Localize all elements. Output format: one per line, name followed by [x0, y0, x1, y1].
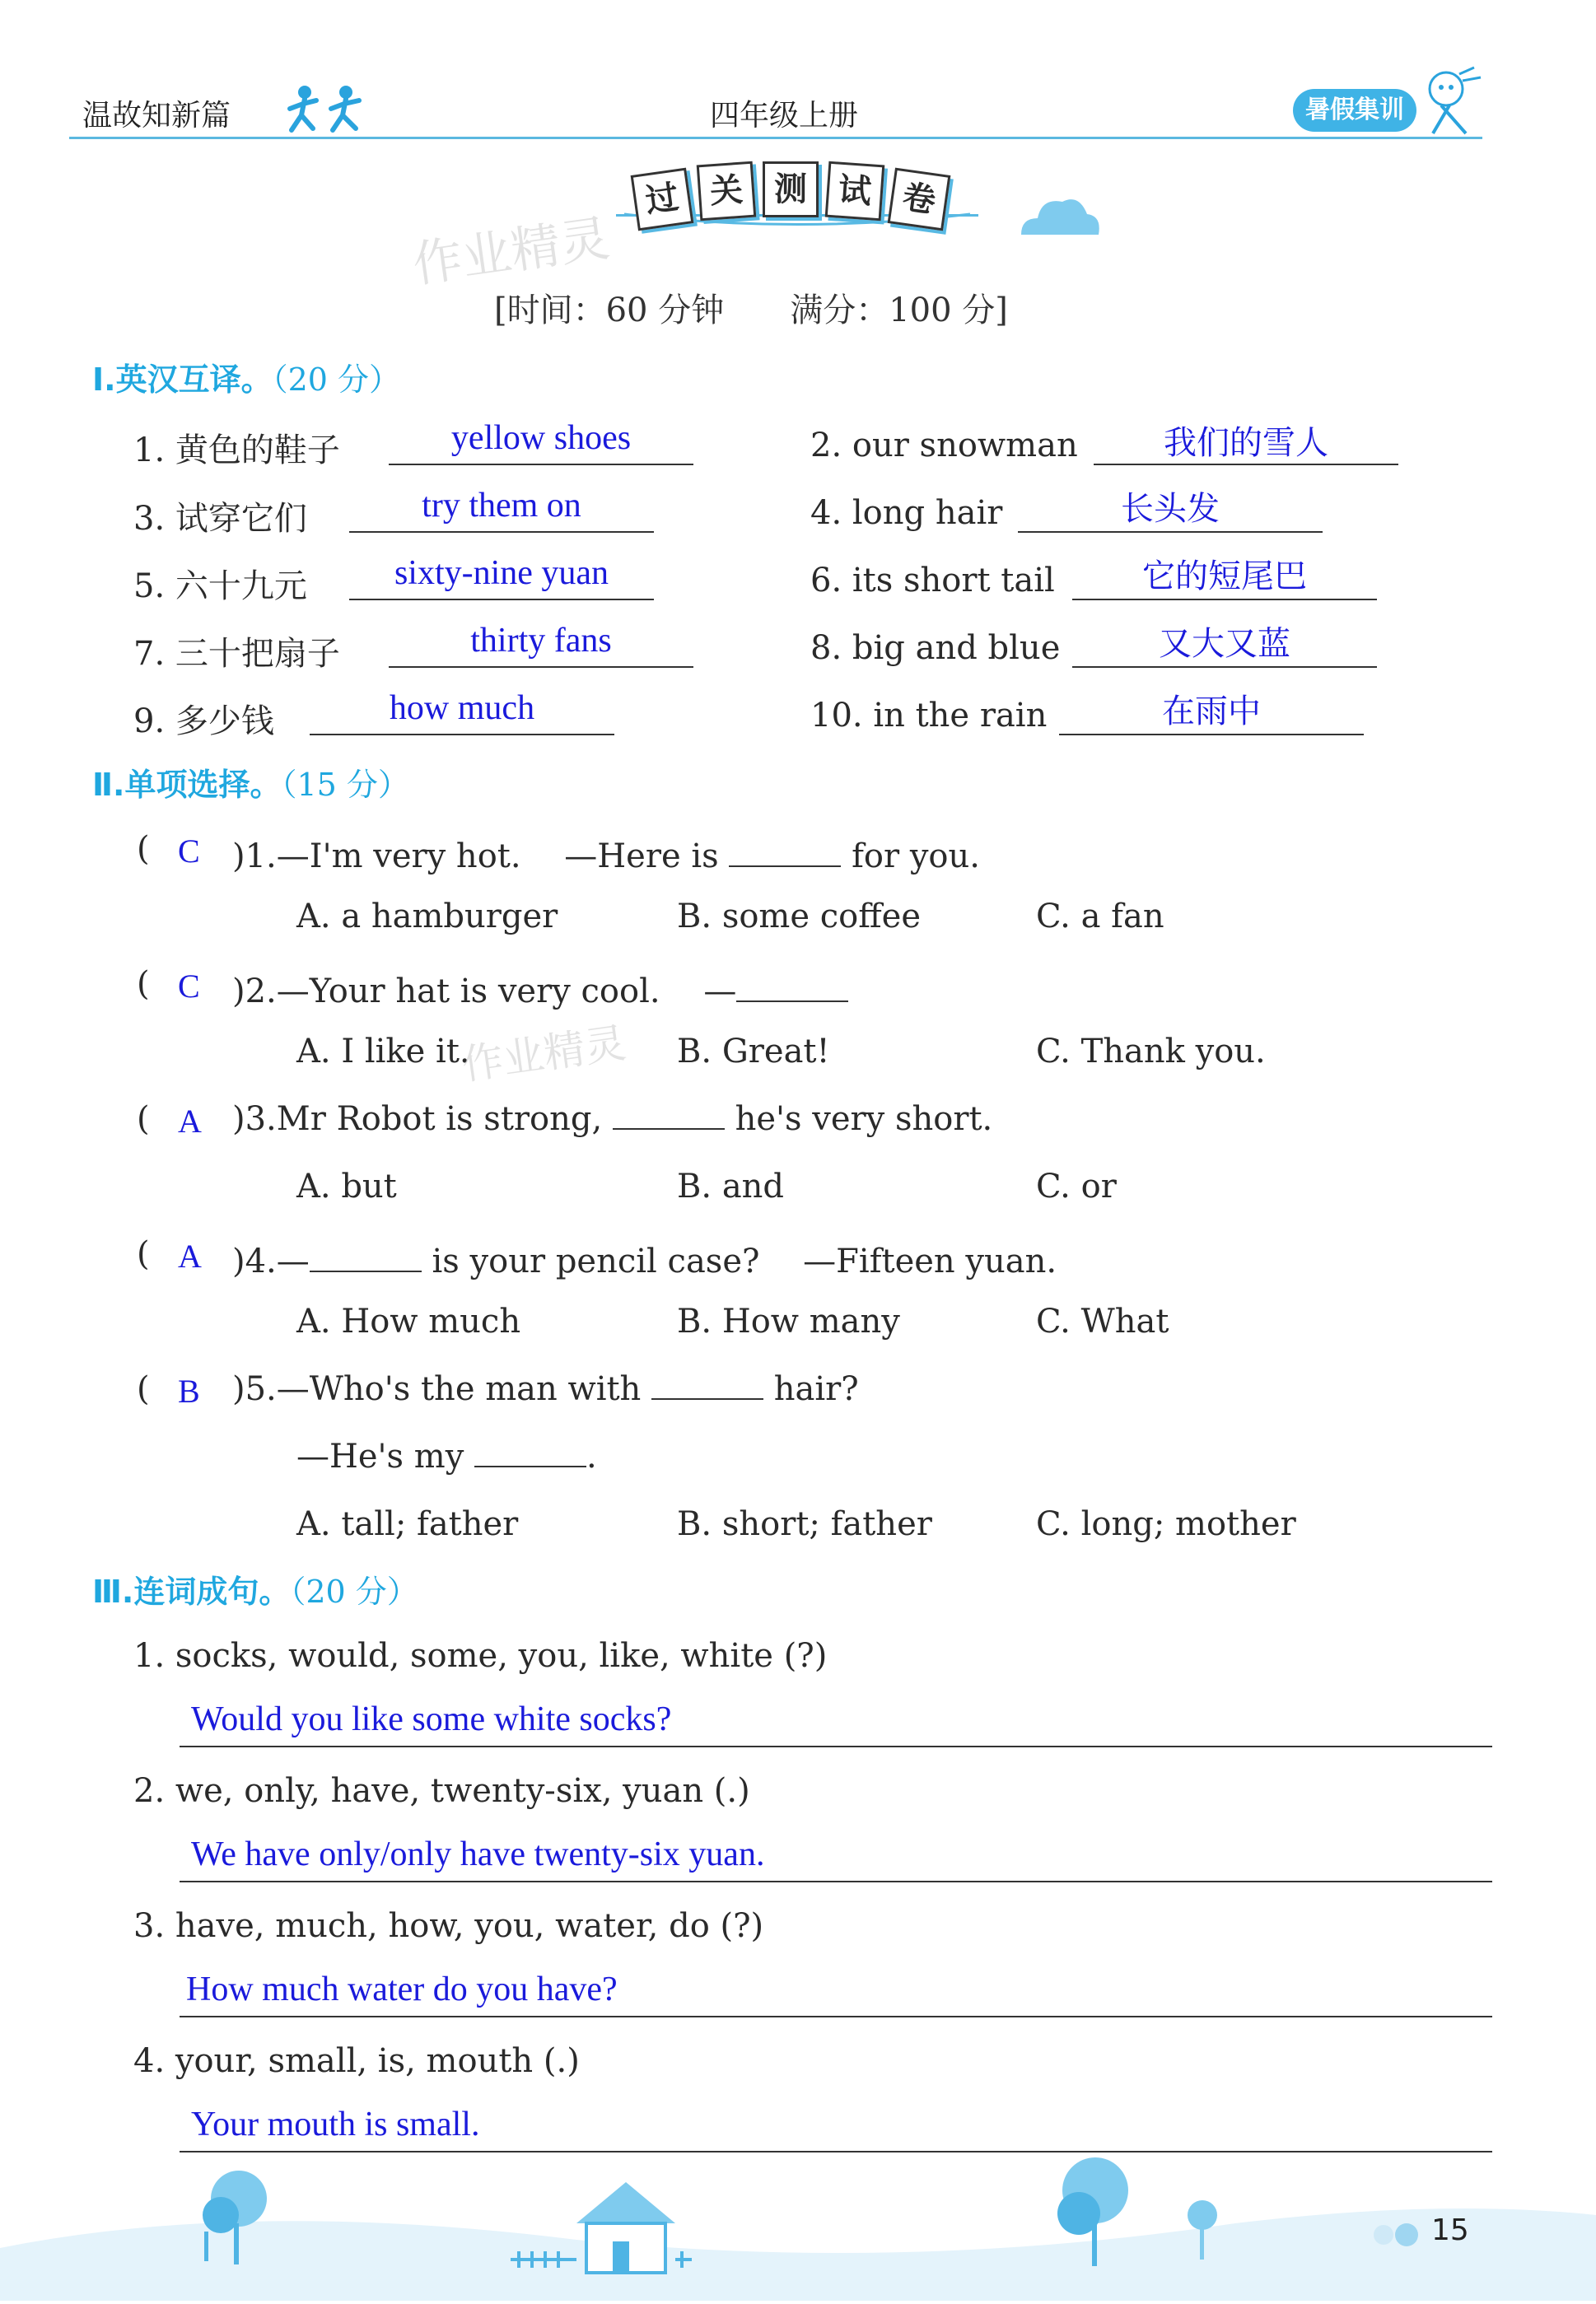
cloud-icon [1013, 189, 1104, 242]
choice-q4 [232, 1235, 1057, 1282]
watermark: 作业精灵 [459, 1019, 629, 1089]
answer-line [1059, 734, 1364, 735]
choice-q3-option-b: B. and [677, 1168, 785, 1206]
running-kids-icon [280, 82, 379, 140]
translation-a7: thirty fans [470, 622, 612, 660]
choice-q2-option-c: C. Thank you. [1036, 1033, 1266, 1070]
choice-answer-2: C [178, 968, 200, 1005]
choice-paren: ( [137, 1235, 150, 1273]
translation-q5: 5. 六十九元 [133, 567, 307, 605]
choice-q3-option-a: A. but [296, 1168, 397, 1206]
choice-q2-num: )2. [232, 972, 277, 1010]
choice-q2-option-a: A. I like it. [296, 1033, 470, 1070]
page-number: 15 [1431, 2213, 1469, 2247]
choice-q2 [232, 965, 848, 1012]
section2-points: （15 分） [281, 767, 409, 803]
translation-a8: 又大又蓝 [1159, 625, 1290, 663]
blank [613, 1100, 725, 1130]
choice-answer-1: C [178, 833, 200, 870]
choice-q3-stem-b: he's very short. [735, 1100, 993, 1138]
translation-q1: 1. 黄色的鞋子 [133, 431, 340, 469]
choice-q4-stem-b: is your pencil case? —Fifteen yuan. [432, 1243, 1057, 1280]
sentence-q3: 3. have, much, how, you, water, do (?) [133, 1907, 764, 1945]
blank [310, 1243, 422, 1272]
section1-title [92, 354, 400, 399]
blank [736, 972, 848, 1002]
section3-label: Ⅲ.连词成句。 [92, 1574, 291, 1610]
choice-q1-num: )1. [232, 837, 277, 875]
answer-line [180, 1881, 1492, 1882]
translation-q4: 4. long hair [810, 494, 1003, 532]
choice-q1 [232, 830, 980, 877]
choice-q2-option-b: B. Great! [677, 1033, 830, 1070]
choice-answer-3: A [178, 1103, 202, 1140]
translation-a6: 它的短尾巴 [1142, 557, 1307, 595]
blank [729, 837, 841, 867]
choice-q3-stem-a: Mr Robot is strong, [276, 1100, 603, 1138]
section1-label: Ⅰ.英汉互译。 [92, 361, 273, 398]
choice-answer-5: B [178, 1373, 200, 1410]
choice-q5-stem-b: hair? [773, 1370, 859, 1408]
sentence-q1: 1. socks, would, some, you, like, white (?) [133, 1637, 828, 1675]
choice-q5-stem2-b: . [586, 1438, 597, 1476]
translation-q6: 6. its short tail [810, 562, 1055, 599]
choice-q1-stem-a: —I'm very hot. —Here is [276, 837, 719, 875]
choice-q1-option-a: A. a hamburger [296, 898, 558, 935]
choice-q5-num: )5. [232, 1370, 277, 1408]
choice-q5 [232, 1370, 859, 1408]
title-char-2: 关 [697, 161, 757, 222]
translation-a5: sixty-nine yuan [394, 554, 609, 592]
choice-q5-option-c: C. long; mother [1036, 1505, 1296, 1543]
choice-q5-line2 [296, 1438, 597, 1476]
section3-points: （20 分） [290, 1574, 418, 1610]
answer-line [349, 599, 654, 600]
translation-a4: 长头发 [1121, 490, 1220, 528]
choice-q5-option-b: B. short; father [677, 1505, 932, 1543]
choice-q1-stem-b: for you. [852, 837, 980, 875]
time-info: [时间：60 分钟 满分：100 分] [494, 291, 1008, 329]
choice-q5-stem-a: —Who's the man with [276, 1370, 642, 1408]
header-center-title: 四年级上册 [710, 99, 859, 133]
answer-line [310, 734, 614, 735]
header-badge: 暑假集训 [1293, 89, 1416, 132]
section2-title [92, 759, 409, 805]
title-char-3: 测 [763, 161, 819, 217]
choice-q4-stem-a: — [276, 1243, 310, 1280]
choice-paren: ( [137, 1370, 150, 1408]
choice-q1-option-b: B. some coffee [677, 898, 921, 935]
choice-paren: ( [137, 1100, 150, 1138]
answer-line [180, 2016, 1492, 2017]
title-char-4: 试 [825, 161, 885, 222]
sentence-q4: 4. your, small, is, mouth (.) [133, 2042, 580, 2080]
choice-paren: ( [137, 965, 150, 1003]
title-char-1: 过 [631, 168, 694, 231]
translation-q2: 2. our snowman [810, 427, 1078, 464]
translation-q8: 8. big and blue [810, 629, 1061, 667]
choice-q3 [232, 1100, 992, 1138]
answer-line [389, 666, 693, 668]
footer-landscape [0, 2149, 1596, 2301]
choice-q4-option-b: B. How many [677, 1303, 900, 1341]
choice-paren: ( [137, 830, 150, 868]
answer-line [1018, 531, 1323, 533]
answer-line [1094, 464, 1398, 465]
translation-q10: 10. in the rain [810, 697, 1048, 735]
choice-q4-option-c: C. What [1036, 1303, 1169, 1341]
title-char-5: 卷 [888, 168, 951, 231]
answer-line [349, 531, 654, 533]
answer-line [389, 464, 693, 465]
sentence-a4: Your mouth is small. [191, 2106, 480, 2143]
girl-cartoon-icon [1408, 64, 1491, 142]
translation-q9: 9. 多少钱 [133, 702, 274, 740]
translation-a10: 在雨中 [1162, 693, 1261, 730]
choice-q2-stem-a: —Your hat is very cool. — [276, 972, 737, 1010]
watermark: 作业精灵 [408, 209, 614, 295]
sentence-a2: We have only/only have twenty-six yuan. [191, 1835, 765, 1873]
blank [651, 1370, 763, 1400]
sentence-q2: 2. we, only, have, twenty-six, yuan (.) [133, 1772, 750, 1810]
sentence-a3: How much water do you have? [186, 1971, 618, 2008]
section1-points: （20 分） [272, 361, 401, 398]
header-left-title: 温故知新篇 [82, 99, 231, 133]
choice-q5-option-a: A. tall; father [296, 1505, 519, 1543]
translation-a3: try them on [422, 487, 581, 525]
blank [474, 1438, 586, 1467]
translation-q7: 7. 三十把扇子 [133, 635, 340, 673]
answer-line [180, 1746, 1492, 1747]
translation-a1: yellow shoes [450, 419, 632, 457]
translation-q3: 3. 试穿它们 [133, 500, 307, 538]
answer-line [1072, 666, 1377, 668]
section3-title [92, 1566, 418, 1611]
choice-q1-option-c: C. a fan [1036, 898, 1164, 935]
choice-q5-stem2-a: —He's my [296, 1438, 464, 1476]
choice-q3-option-c: C. or [1036, 1168, 1117, 1206]
header-divider [69, 137, 1482, 139]
choice-answer-4: A [178, 1238, 202, 1275]
choice-q4-option-a: A. How much [296, 1303, 521, 1341]
translation-a2: 我们的雪人 [1164, 424, 1328, 462]
section2-label: Ⅱ.单项选择。 [92, 767, 282, 803]
sentence-a1: Would you like some white socks? [191, 1700, 672, 1738]
choice-q3-num: )3. [232, 1100, 277, 1138]
choice-q4-num: )4. [232, 1243, 277, 1280]
answer-line [1072, 599, 1377, 600]
translation-a9: how much [389, 689, 535, 727]
